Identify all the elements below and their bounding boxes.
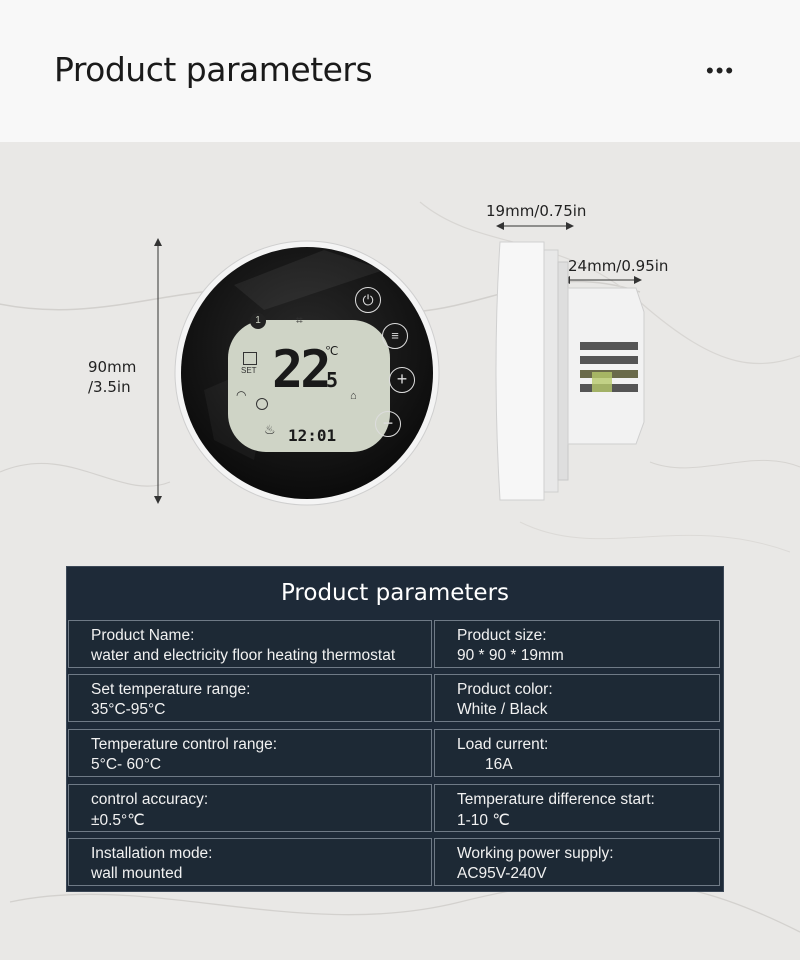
height-in-label: /3.5in: [88, 378, 131, 396]
set-label: SET: [241, 366, 257, 375]
height-mm-label: 90mm: [88, 358, 137, 376]
table-cell-left: [68, 620, 432, 668]
cell-value: 1-10 ℃: [457, 812, 510, 829]
cell-value: water and electricity floor heating thermostat: [91, 647, 396, 664]
time-display: 12:01: [288, 426, 337, 445]
cell-value: 90 * 90 * 19mm: [457, 647, 564, 664]
cell-label: Temperature difference start:: [457, 791, 655, 808]
table-cell-left: [68, 784, 432, 832]
minus-button-icon[interactable]: −: [375, 411, 401, 437]
power-button-icon[interactable]: ⏻: [355, 287, 381, 313]
height-dimension-line: [148, 238, 168, 504]
cell-value: 35°C-95°C: [91, 701, 166, 718]
menu-button-icon[interactable]: ≡: [382, 323, 408, 349]
cell-label: Product Name:: [91, 627, 195, 644]
depth-label: 19mm/0.75in: [486, 202, 587, 220]
clock-mode-icon: 1: [250, 313, 266, 329]
cell-value: ±0.5°℃: [91, 812, 145, 829]
table-cell-right: [434, 620, 720, 668]
page-title: Product parameters: [54, 50, 373, 89]
cell-label: Installation mode:: [91, 845, 213, 862]
back-depth-label: 24mm/0.95in: [568, 257, 669, 275]
cell-value: White / Black: [457, 701, 548, 718]
table-cell-right: [434, 838, 720, 886]
flame-icon: ♨: [264, 422, 276, 437]
table-cell-left: [68, 674, 432, 722]
cell-label: Product color:: [457, 681, 553, 698]
temperature-decimal: 5: [326, 368, 339, 392]
table-cell-left: [68, 838, 432, 886]
cell-label: Working power supply:: [457, 845, 614, 862]
table-cell-left: [68, 729, 432, 777]
cell-label: Product size:: [457, 627, 547, 644]
home-icon: [243, 352, 257, 365]
wifi-icon: ◠: [236, 388, 247, 402]
table-title: Product parameters: [280, 580, 510, 606]
header-banner: [0, 0, 800, 142]
plus-button-icon[interactable]: +: [389, 367, 415, 393]
cell-label: control accuracy:: [91, 791, 209, 808]
table-cell-right: [434, 784, 720, 832]
cell-value: wall mounted: [91, 865, 183, 882]
cell-value: 5°C- 60°C: [91, 756, 162, 773]
table-cell-right: [434, 674, 720, 722]
cell-value: AC95V-240V: [457, 865, 547, 882]
clock-icon: [256, 398, 268, 410]
cell-label: Set temperature range:: [91, 681, 251, 698]
cell-value: 16A: [485, 756, 513, 773]
eco-home-icon: ⌂: [350, 390, 357, 402]
more-options-icon[interactable]: •••: [706, 58, 736, 83]
cell-label: Temperature control range:: [91, 736, 278, 753]
temperature-value: 22: [272, 340, 329, 400]
temperature-unit: ℃: [325, 344, 339, 358]
table-cell-right: [434, 729, 720, 777]
cell-label: Load current:: [457, 736, 549, 753]
lock-icon: ⌗: [296, 313, 303, 327]
